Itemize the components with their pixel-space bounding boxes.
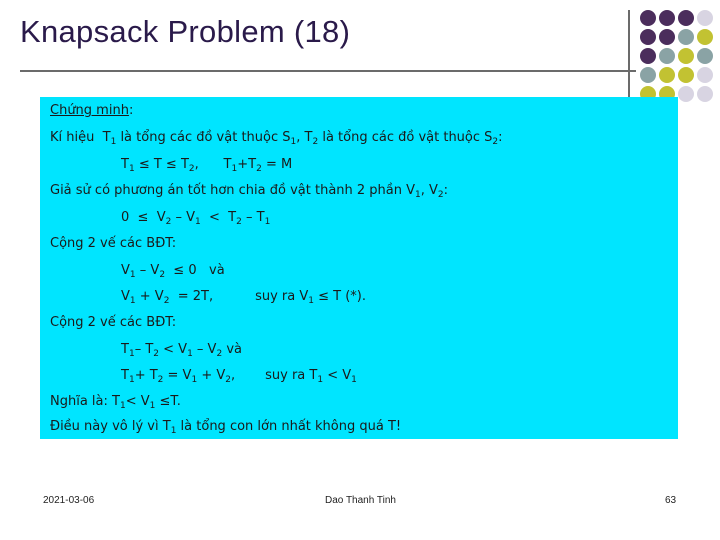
title-underline-rule <box>20 70 636 72</box>
proof-line-12: Điều này vô lý vì $T_1$ là tổng con lớn nhất không quá T! <box>50 419 402 436</box>
decor-dot <box>640 29 656 45</box>
decor-dot <box>697 67 713 83</box>
decor-dot <box>697 86 713 102</box>
proof-heading: Chứng minh <box>50 103 129 118</box>
proof-line-8: Cộng 2 vế các BĐT: <box>50 315 177 330</box>
decor-dot <box>678 10 694 26</box>
proof-line-3: Giả sử có phương án tốt hơn chia đồ vật thành 2 phần $V_1$, $V_2$: <box>50 183 449 200</box>
proof-line-6: $V_1 - V_2 \le 0$ và <box>121 263 225 280</box>
decor-dot <box>659 10 675 26</box>
decor-dot <box>678 86 694 102</box>
decor-dot <box>659 29 675 45</box>
proof-line-2: $T_1 \le T \le T_2$, $T_1+T_2 = M$ <box>121 157 293 174</box>
decor-dot <box>659 67 675 83</box>
decor-dot <box>697 29 713 45</box>
proof-line-1: Kí hiệu $T_1$ là tổng các đồ vật thuộc $S_1$, $T_2$ là tổng các đồ vật thuộc $S_2$: <box>50 130 503 147</box>
footer-page-number: 63 <box>665 495 677 506</box>
decor-dot <box>678 48 694 64</box>
footer-author: Dao Thanh Tinh <box>325 495 396 506</box>
proof-line-11: Nghĩa là: $T_1< V_1 \le T$. <box>50 394 181 411</box>
decor-dot <box>697 48 713 64</box>
proof-line-7: $V_1 + V_2 = 2T$, suy ra $V_1 \le T$ (*). <box>121 289 367 306</box>
proof-line-10: $T_1+ T_2 = V_1 + V_2$, suy ra $T_1 < V_1$ <box>121 368 357 385</box>
proof-content-box <box>40 97 678 439</box>
decor-dot <box>678 29 694 45</box>
footer-date: 2021-03-06 <box>43 495 95 506</box>
proof-heading-colon: : <box>128 103 134 118</box>
decor-dot <box>678 67 694 83</box>
proof-line-5: Cộng 2 vế các BĐT: <box>50 236 177 251</box>
slide-title: Knapsack Problem (18) <box>20 14 351 49</box>
decor-dot <box>640 10 656 26</box>
decor-dot <box>640 48 656 64</box>
decor-dot <box>659 48 675 64</box>
decor-dot <box>697 10 713 26</box>
proof-line-4: $0 \le V_2 - V_1 < T_2 - T_1$ <box>121 210 271 227</box>
proof-heading-line <box>50 102 133 120</box>
proof-line-9: $T_1-$ $T_2 < V_1 - V_2$ và <box>121 342 242 359</box>
decor-dot <box>640 67 656 83</box>
